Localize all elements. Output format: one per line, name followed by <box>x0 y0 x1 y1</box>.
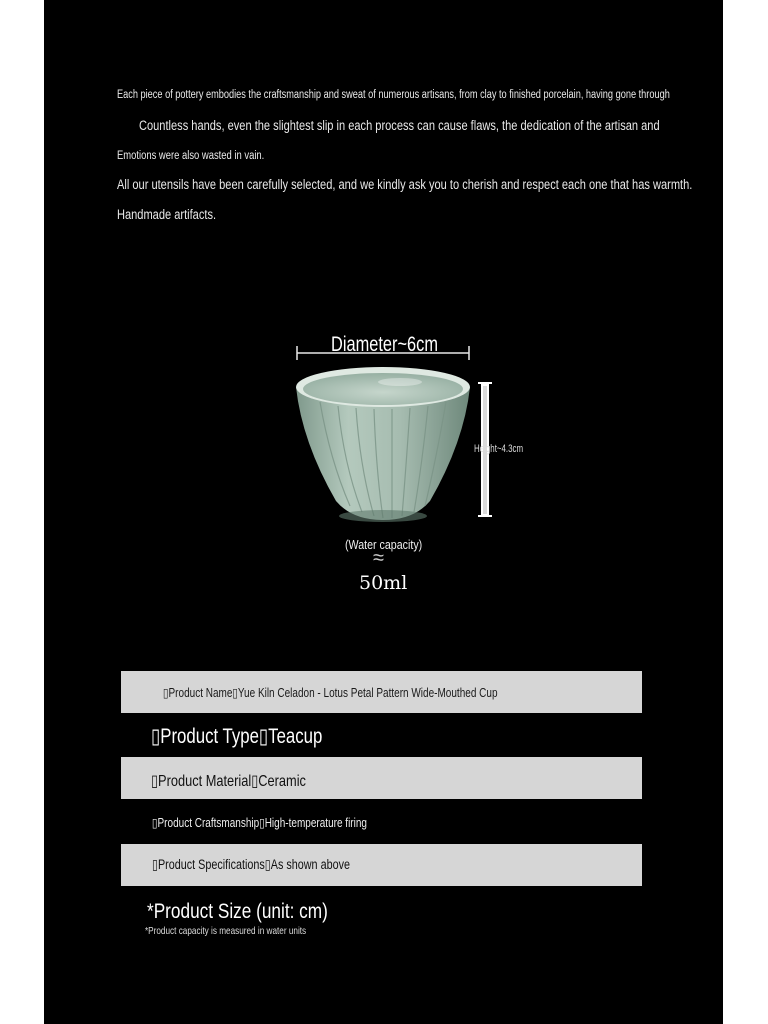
product-name: ▯Product Name▯Yue Kiln Celadon - Lotus Petal Pattern Wide-Mouthed Cup <box>163 686 498 700</box>
diameter-label: Diameter~6cm <box>331 333 438 356</box>
product-size-heading: *Product Size (unit: cm) <box>147 900 328 923</box>
product-material: ▯Product Material▯Ceramic <box>151 773 306 790</box>
product-type: ▯Product Type▯Teacup <box>151 725 323 748</box>
intro-line-4: All our utensils have been carefully selected, and we kindly ask you to cherish and respect each one that has warmth. <box>117 177 693 192</box>
intro-line-3: Emotions were also wasted in vain. <box>117 150 265 162</box>
approx-sign: ≈ <box>373 547 384 569</box>
capacity-value: 50ml <box>359 572 408 594</box>
intro-line-5: Handmade artifacts. <box>117 207 217 222</box>
cup-illustration <box>280 330 540 600</box>
product-craftsmanship: ▯Product Craftsmanship▯High-temperature firing <box>152 816 367 830</box>
intro-line-1: Each piece of pottery embodies the craftsmanship and sweat of numerous artisans, from clay to finished porcelain, having gone through <box>117 89 670 101</box>
product-size-note: *Product capacity is measured in water units <box>145 925 307 937</box>
celadon-cup <box>296 367 470 522</box>
product-specifications: ▯Product Specifications▯As shown above <box>152 857 350 872</box>
intro-line-2: Countless hands, even the slightest slip in each process can cause flaws, the dedication of the artisan and <box>139 118 660 133</box>
height-label: Height~4.3cm <box>474 443 524 455</box>
water-capacity-label: (Water capacity) <box>345 537 423 552</box>
